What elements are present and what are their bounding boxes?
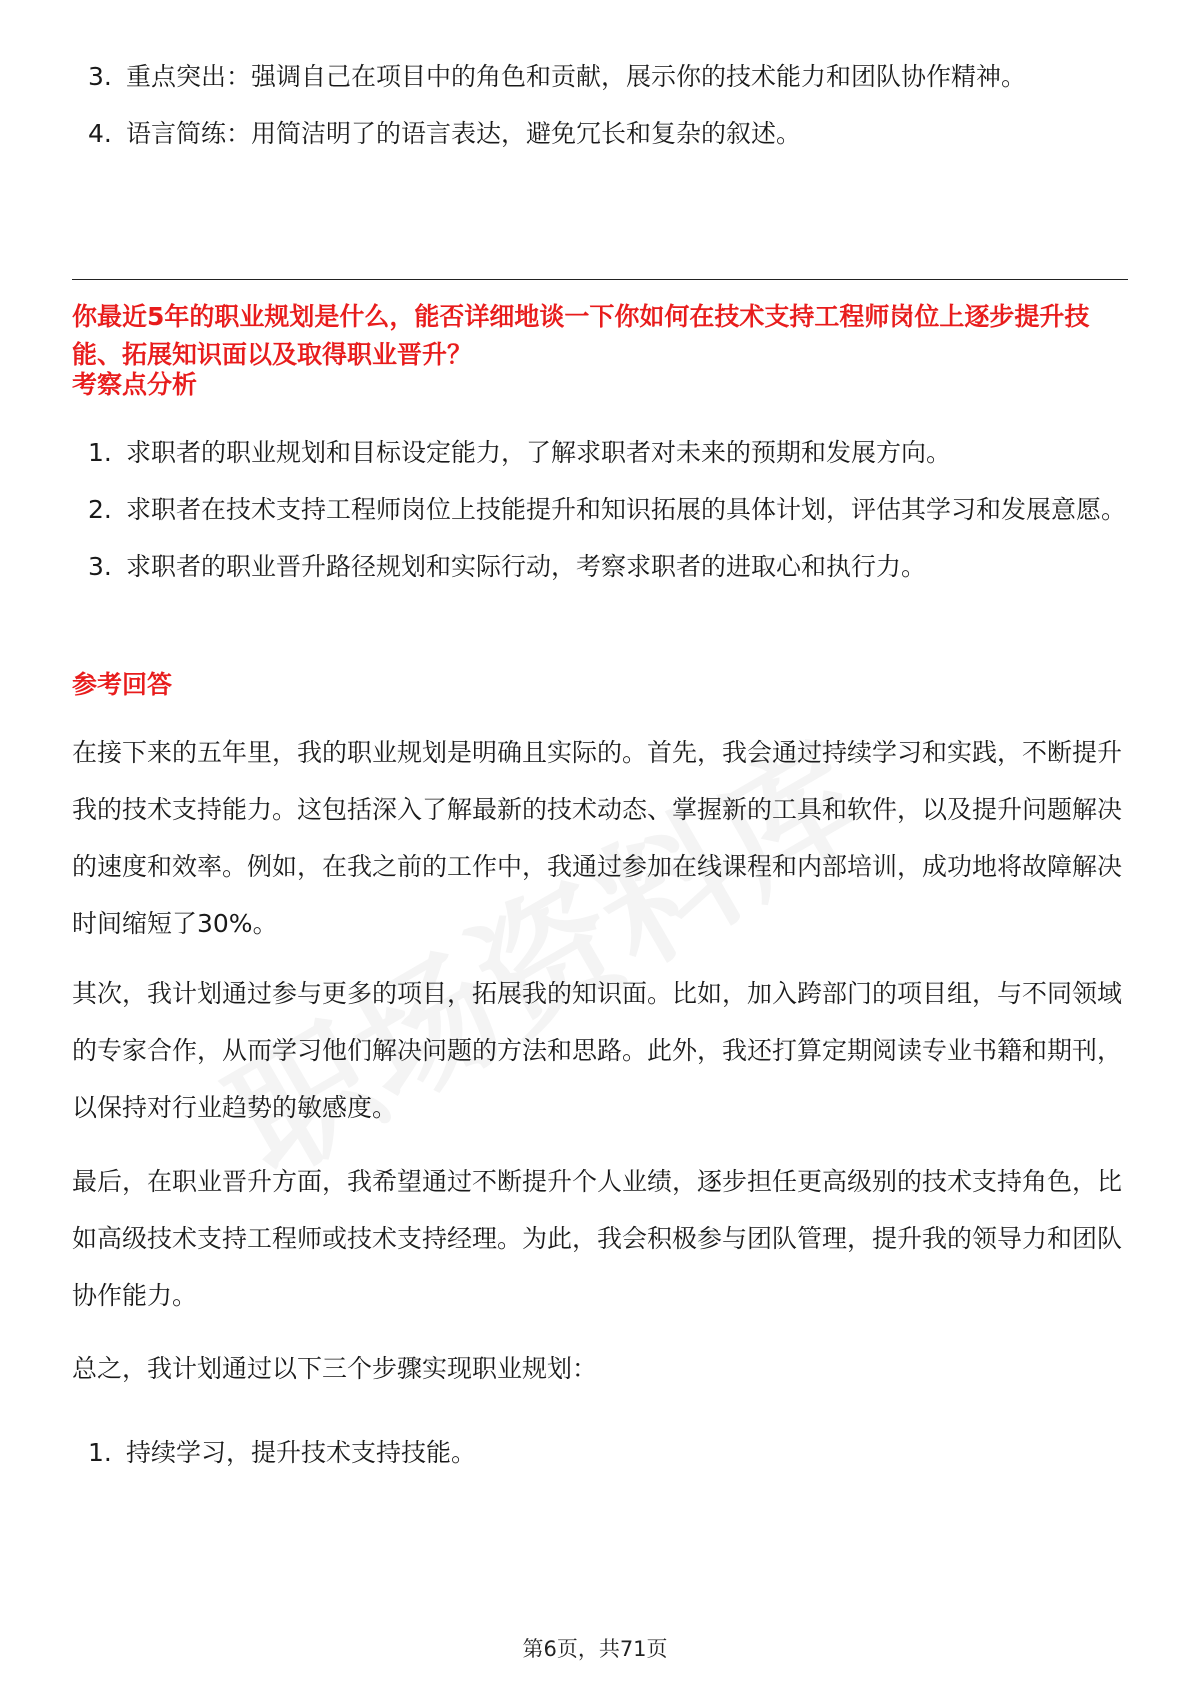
list-text: 求职者的职业晋升路径规划和实际行动，考察求职者的进取心和执行力。 — [126, 552, 927, 581]
list-item — [72, 105, 1118, 162]
steps-list — [72, 1424, 1128, 1481]
list-number: 2. — [88, 495, 112, 524]
list-number: 3. — [88, 552, 112, 581]
list-item — [72, 481, 1128, 538]
analysis-heading: 考察点分析 — [72, 370, 198, 399]
top-list — [72, 48, 1118, 162]
answer-paragraph: 最后，在职业晋升方面，我希望通过不断提升个人业绩，逐步担任更高级别的技术支持角色，比如高级技术支持工程师或技术支持经理。为此，我会积极参与团队管理，提升我的领导力和团队协作能力。 — [72, 1167, 1123, 1310]
list-item — [72, 48, 1118, 105]
list-item — [72, 424, 1128, 481]
page-footer: 第6页，共71页 — [522, 1637, 668, 1661]
analysis-list — [72, 424, 1128, 595]
list-item — [72, 538, 1128, 595]
list-number: 4. — [88, 119, 112, 148]
answer-paragraph: 在接下来的五年里，我的职业规划是明确且实际的。首先，我会通过持续学习和实践，不断提升我的技术支持能力。这包括深入了解最新的技术动态、掌握新的工具和软件，以及提升问题解决的速度和效率。例如，在我之前的工作中，我通过参加在线课程和内部培训，成功地将故障解决时间缩短了30%。 — [72, 738, 1123, 938]
list-text: 持续学习，提升技术支持技能。 — [126, 1438, 477, 1467]
answer-heading: 参考回答 — [72, 670, 173, 699]
list-item — [72, 1424, 1128, 1481]
list-text: 重点突出：强调自己在项目中的角色和贡献，展示你的技术能力和团队协作精神。 — [126, 62, 1027, 91]
list-text: 求职者的职业规划和目标设定能力，了解求职者对未来的预期和发展方向。 — [126, 438, 952, 467]
answer-paragraph: 总之，我计划通过以下三个步骤实现职业规划： — [72, 1354, 598, 1383]
list-number: 1. — [88, 1438, 112, 1467]
answer-paragraph: 其次，我计划通过参与更多的项目，拓展我的知识面。比如，加入跨部门的项目组，与不同领域的专家合作，从而学习他们解决问题的方法和思路。此外，我还打算定期阅读专业书籍和期刊，以保持对行业趋势的敏感度。 — [72, 979, 1123, 1122]
question-heading: 你最近5年的职业规划是什么，能否详细地谈一下你如何在技术支持工程师岗位上逐步提升技能、拓展知识面以及取得职业晋升？ — [72, 302, 1090, 369]
list-text: 语言简练：用简洁明了的语言表达，避免冗长和复杂的叙述。 — [126, 119, 802, 148]
section-divider — [72, 279, 1128, 280]
list-number: 3. — [88, 62, 112, 91]
list-number: 1. — [88, 438, 112, 467]
list-text: 求职者在技术支持工程师岗位上技能提升和知识拓展的具体计划，评估其学习和发展意愿。 — [126, 495, 1127, 524]
